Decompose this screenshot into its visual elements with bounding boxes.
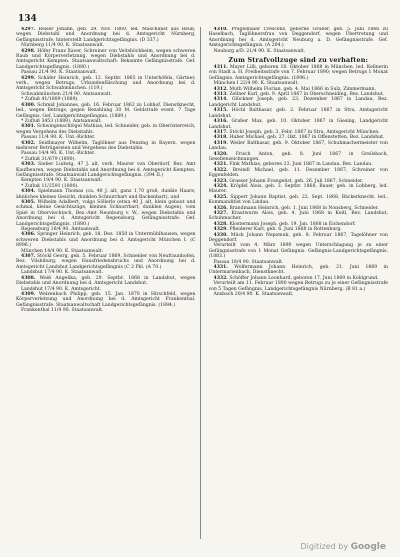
register-entry xyxy=(16,308,196,313)
register-entry xyxy=(209,65,389,81)
entry-number: 4325. xyxy=(213,194,228,200)
entry-number: 4306. xyxy=(21,232,36,238)
entry-text: Frisch Anton, geb. 8. Juni 1867 in Greilsbach, Gesellenzeichnungen. xyxy=(208,151,388,162)
entry-number: 4326. xyxy=(213,205,228,211)
entry-text: Stöckl Georg, geb. 5. Februar 1869, Schneider von Neufraunhofen, Bez. Vilsbiburg, wegen Hausfriedensbruchs und Anordnung bei d. Amtsgericht Landshut Landgerichtsgefängnis (C 2 Pkl. (A 70.) xyxy=(16,254,196,270)
entry-number: 4303. xyxy=(21,162,36,168)
entry-text: Regensburg 16/4 90. Amtsanwalt. xyxy=(21,227,101,233)
entry-number: 4300. xyxy=(21,102,36,108)
entry-number: 4305. xyxy=(21,200,36,205)
entry-text: * Zufluß 41/1889 (1889). xyxy=(21,97,79,103)
register-entry xyxy=(209,243,389,259)
entry-text: Passau 11/4 90. K. Unt.-Richter. xyxy=(21,135,96,141)
entry-number: 4332. xyxy=(213,275,228,281)
entry-text: Passau 14/4 90. K. Unt.-Richter. xyxy=(21,151,96,157)
entry-text: Huber Michael, geb. 27. Okt. 1867 in Offenstetten, Bez. Landshut. xyxy=(229,135,385,141)
register-entry xyxy=(16,27,196,43)
section-heading: Zum Strafvollzuge sind zu verhaften: xyxy=(228,56,369,65)
entry-text: Frankenthal 11/4 90. Staatsanwalt. xyxy=(21,308,104,314)
register-entry xyxy=(209,168,389,179)
register-entry xyxy=(16,162,196,178)
entry-text: Sieber Ludwig, 47 J. alt, verh. Maurer von Oberdorf, Bez. Amt Kaufbeuren, wegen Diebstahls und Anordnung bei d. Amtsgericht Kempten. Gefängnisstrafe. Staatsanwalt Landgerichtsgefängnis. (394 II.) xyxy=(16,162,196,178)
entry-text: Nürnberg 11/4 90. K. Staatsanwalt. xyxy=(21,43,105,49)
entry-text: Seidlmayer Wilhelm, Taglöhner aus Penzing in Bayern, wegen mehrerer Betrügereien und Vergehens des Diebstahls. xyxy=(16,140,196,151)
entry-number: 4319. xyxy=(213,140,228,146)
entry-number: 4323. xyxy=(213,178,228,184)
entry-text: Landshut 17/4 90. K. Staatsanwalt. xyxy=(21,270,103,276)
entry-text: Kröpfel Alois, geb. 3. Septbr. 1868, Bauer, geb. in Lohberg, led. Maurer. xyxy=(208,183,388,195)
register-entry xyxy=(16,49,196,71)
register-entry xyxy=(16,124,196,135)
entry-text: Reiser Johann, geb. 29. Nov. 1869, led. Maschinist aus Reuß, wegen Diebstahl und Anordnung bei d. Amtsgericht Nürnberg. Gefängnisstrafe, hinterstellt Landgerichtsgefängnis. (D 337.) xyxy=(16,27,196,43)
entry-number: 4314. xyxy=(213,97,228,103)
register-entry xyxy=(209,108,389,119)
register-entry xyxy=(16,200,196,227)
entry-number: 4301. xyxy=(21,124,36,130)
entry-number: 4302. xyxy=(21,140,36,146)
watermark xyxy=(300,542,386,552)
entry-text: Schäfer Heinrich, geb. 12. Septbr. 1865 in Unterhöfels, Gärtner, verh., wegen Betrugs, Urkundenfälschung und Anordnung bei d. Amtsgericht Schwabmünchen. (119.) xyxy=(16,75,196,92)
right-column xyxy=(209,27,389,539)
entry-text: Schwabmünchen 21/4 90. Amtsanwalt. xyxy=(21,91,112,97)
entry-number: 4299. xyxy=(21,75,36,81)
entry-text: Schöffer Johann Leonhard, geboren 17. Juni 1869 in Kohlgrund. xyxy=(229,275,379,281)
entry-text: Wilhelm Adalbert, vulgo Söllerle (etwa 40 J. alt, klein gebaut und schmal, kleine Gesichtszüge, kleinen Schnurrbart, dunklen Augen), vom Spiel in Oberviechtach, Bez.-Amt Neunburg v. W., wegen Diebstahls und Anordnung bei d. Amtsgericht Regensburg. Gefängnisstrafe. Gef. Landgerichtsgefängnis. (1880.) xyxy=(16,200,196,227)
entry-text: Schmid Johannes, geb. 16. Februar 1862 zu Lohhof, Dienstknecht, led., wegen Betrugs, gegen Bezahlung 30 M. Geldstrafe event. 7 Tage Gefängnis. Gef. Landgerichtsgefängnis. (1889.) xyxy=(16,102,196,119)
entry-text: Verurteilt vom 4. März 1890 wegen Unterschlagung je zu einer Gefängnisstrafe von 1 Monat Gefängnis. Gefängnis-Landgerichtsgefängnis. (1883.) xyxy=(208,243,388,260)
entry-text: * Zufluß 31/679 (1890). xyxy=(21,156,76,162)
entry-number: 4322. xyxy=(213,167,228,173)
register-entry xyxy=(16,276,196,287)
page-number: 134 xyxy=(18,14,37,24)
register-entry xyxy=(209,281,389,292)
entry-number: 4324. xyxy=(213,183,228,189)
register-entry xyxy=(209,233,389,244)
entry-number: 4318. xyxy=(213,135,228,141)
register-entry xyxy=(209,152,389,163)
register-entry xyxy=(209,97,389,108)
entry-text: München I 22/4 90. K. Staatsanwalt. xyxy=(213,81,299,87)
entry-text: Passau 21/4 90. K. Staatsanwalt. xyxy=(21,70,98,76)
entry-number: 4328. xyxy=(213,221,228,227)
register-entry xyxy=(209,195,389,206)
entry-number: 4320. xyxy=(213,151,228,157)
entry-text: Graeser Johann Evangelist, geb. 26. Juli 1867, Schneider. xyxy=(229,178,364,184)
entry-text: Schwingenschlögel Mathias, led. Schneider, geb. in Oberösterreich, wegen Vergehens des Diebstahls. xyxy=(16,124,196,135)
entry-text: * Zufluß 11/2591 (1890). xyxy=(21,183,79,189)
entry-text: Sippert Johann Baptist, geb. 22. Sept. 1868, Bäckerknecht, led., Kommanditist von Lindau. xyxy=(208,194,388,206)
entry-text: Brandmann Heinrich, geb. 1. Juni 1868 in Nonsberg, Schneider. xyxy=(229,205,379,211)
entry-text: Verurteilt am 11. Februar 1890 wegen Betrugs zu je einer Gefängnisstrafe von 5 Tagen Gefängnis. Landgerichtsgefängnis Nürnberg. (B 81 a.) xyxy=(208,281,388,292)
entry-number: 4311. xyxy=(213,65,228,71)
register-entry xyxy=(16,189,196,200)
entry-text: München 14/4 90. K. Staatsanwalt. xyxy=(21,248,104,254)
entry-number: 4312. xyxy=(213,86,228,92)
entry-number: 4310. xyxy=(213,27,228,32)
watermark-prefix: Digitized by xyxy=(300,542,349,551)
entry-text: Höfer Franz Xaver, Schreiner von Veitshöchheim, wegen schweren Raub und Körperverletzung, wegen Diebstahls und Anordnung bei d. Amtsgericht Kempten. Staatsanwaltschaft: Bekannte Gefängnisstrafe. Gef. Landgerichtsgefängnis. (1880.) xyxy=(16,48,196,70)
google-logo: Google xyxy=(350,542,386,552)
entry-text: Zellner Karl, geb. 9. April 1867 in Oberschneiding, Bez. Landshut. xyxy=(229,92,385,98)
entry-number: 4331. xyxy=(213,265,228,271)
register-entry xyxy=(209,265,389,276)
entry-text: Höchl Balthasar, geb. 2. Februar 1867 in Stra, Amtsgericht Landshut. xyxy=(208,108,388,119)
entry-text: Ansbach 20/4 90. K. Staatsanwalt. xyxy=(213,292,294,298)
entry-number: 4321. xyxy=(213,162,228,168)
entry-number: 4304. xyxy=(21,189,36,195)
register-entry xyxy=(209,184,389,195)
entry-text: Krautwurm Alois, geb. 4. Juni 1868 in Keitl, Bez. Landshut, Schuhmacher. xyxy=(208,211,388,222)
left-column xyxy=(16,27,201,539)
register-entry xyxy=(209,292,389,297)
entry-text: Springer Heinrich, geb. 18. Dez. 1850 in Untermühlhausen, wegen schweren Diebstahls und Anordnung bei d. Amtsgericht München I. (C 8996.) xyxy=(16,232,196,249)
entry-text: Weiß Angelika, geb. 29. Septbr. 1868 in Landshut, wegen Diebstahls und Anordnung bei d. Amtsgericht Landshut. xyxy=(16,275,196,287)
register-entry xyxy=(209,211,389,222)
register-entry xyxy=(209,49,389,54)
entry-number: 4309. xyxy=(21,291,36,297)
entry-text: Breindl Michael, geb. 11. Dezember 1867, Schreiner von Eggenfelden. xyxy=(208,167,388,179)
text-columns xyxy=(16,27,388,539)
entry-number: 4298. xyxy=(21,48,36,54)
entry-text: Stöckl Joseph, geb. 3. Febr. 1867 in Stra, Amtsgericht München. xyxy=(229,129,380,135)
entry-text: Spielmann Thomas (ca. 40 J. alt, ganz 1,70 groß, dunkle Haare, ähnliches kleines Gesicht, dunklen Schnurrbart und Backenbart), und xyxy=(16,189,196,200)
entry-number: 4297. xyxy=(21,27,36,32)
register-entry xyxy=(209,27,389,49)
entry-number: 4327. xyxy=(213,211,228,216)
entry-number: 4329. xyxy=(213,227,228,233)
entry-text: Prügelmaier Crescenz, geborne Gruber, geb. 5. Juni 1866 zu Haselbach, Taglöhnersfrau von Deggendorf, wegen Übertretung und Anordnung bei d. Amtsgericht Neuburg a. D. Gefängnisstrafe. Gef. Amtsgerichtsgefängnis. (A 204.) xyxy=(208,27,388,49)
entry-number: 4330. xyxy=(213,232,228,238)
register-entry xyxy=(209,119,389,130)
entry-number: 4313. xyxy=(213,92,228,98)
entry-text: Muth Wilhelm Florian, geb. 4. Mai 1866 in Sulz, Zimmermann. xyxy=(229,86,376,92)
entry-text: Landshut 17/4 90. K. Amtsgericht. xyxy=(21,286,102,292)
entry-number: 4308. xyxy=(21,275,36,281)
entry-text: Glückner Joseph, geb. 23. Dezember 1867 in Landau, Bez. Landgericht Landshut. xyxy=(208,97,388,108)
entry-text: * Zufluß 3453 (1889). Amtsanwalt. xyxy=(21,118,102,124)
entry-text: Kempten 19/4 90. K. Staatsanwalt. xyxy=(21,178,103,184)
register-entry xyxy=(16,141,196,152)
register-entry xyxy=(209,141,389,152)
entry-number: 4316. xyxy=(213,119,228,125)
entry-number: 4315. xyxy=(213,108,228,114)
entry-text: Pfleiderer Karl, geb. 6. Juni 1868 in Rottenburg. xyxy=(229,227,342,233)
register-entry xyxy=(16,232,196,248)
entry-text: Gruber Max, geb. 10. Oktober 1867 in Giesing, Landgericht Landshut. xyxy=(208,119,388,130)
entry-text: Weiler Balthasar, geb. 9. Oktober 1867, Schuhmachermeister von Landau. xyxy=(208,140,388,152)
register-entry xyxy=(16,103,196,119)
entry-text: Fink Mathias, geboren 23. Juni 1867 in Landau, Bez. Landau. xyxy=(229,162,373,168)
entry-text: Passau 18/4 90. Staatsanwalt. xyxy=(213,259,284,265)
register-entry xyxy=(16,292,196,308)
entry-text: Klostermann Joseph, geb. 19. Jan. 1868 in Eichendorf. xyxy=(229,221,356,227)
entry-text: Welzenbach Philipp, geb. 15. Jan. 1870 in Hirschfeld, wegen Körperverletzung und Anordnung bei d. Amtsgericht Frankenthal. Gefängnisstrafe. Staatsanwaltschaft Landgerichtsgefängnis. (1884.) xyxy=(16,291,196,308)
register-entry xyxy=(16,254,196,270)
entry-number: 4317. xyxy=(213,129,228,135)
entry-text: Neuburg a/D. 21/4 90. K. Staatsanwalt. xyxy=(213,48,306,54)
entry-text: Mayer Lilli, geboren 18. Oktober 1868 in München, led. Kellnerin von Stadt a. H. Freiheitsstrafe von 7. Februar 1890; wegen Betrugs 1 Monat Gefängnis. Amtsgerichtsgefängnis. (1896.) xyxy=(208,65,388,81)
right-column-bottom-entries xyxy=(209,65,389,297)
register-entry xyxy=(16,76,196,92)
entry-text: Mück Johann Nepomuk, geb. 8. Februar 1867, Tagelöhner von Deggendorf. xyxy=(208,232,388,244)
entry-text: Wolfermann Johann Heinrich, geb. 21. Juni 1869 in Untermarienbach, Dienstknecht. xyxy=(208,265,388,276)
right-column-top-entries xyxy=(209,27,389,54)
entry-number: 4307. xyxy=(21,254,36,260)
